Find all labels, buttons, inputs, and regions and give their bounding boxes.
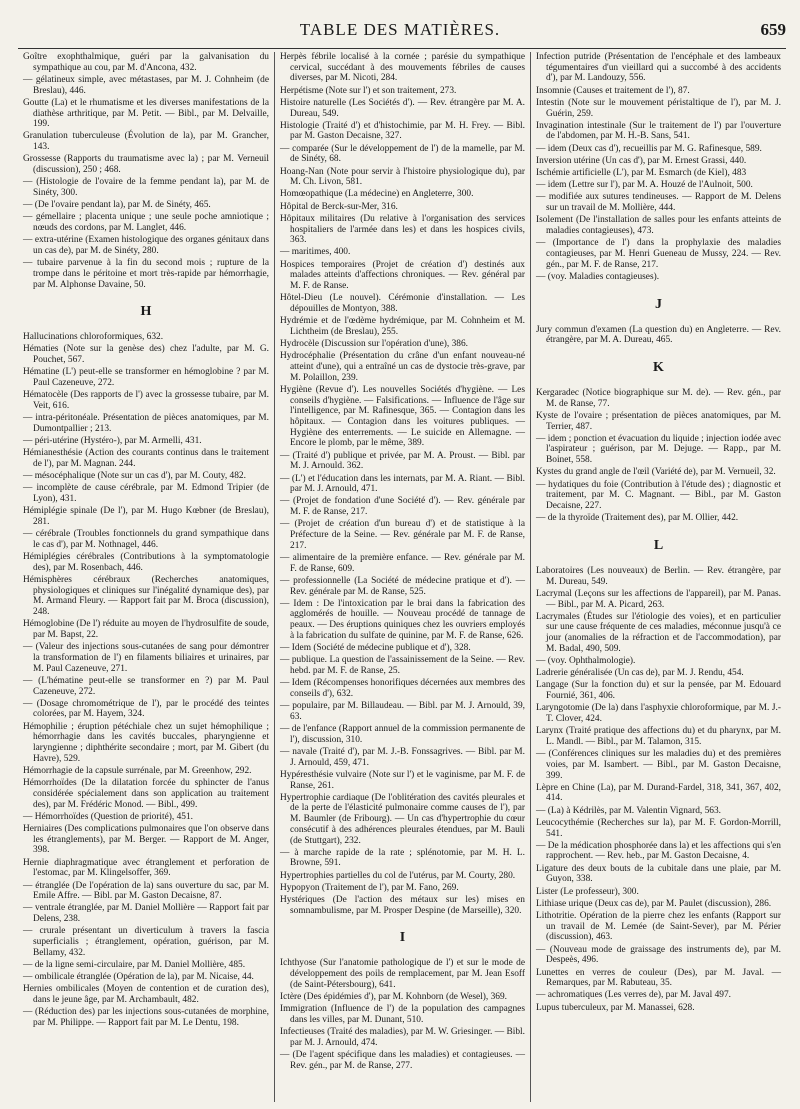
index-entry: Herpétisme (Note sur l') et son traitement, 273. <box>280 85 457 96</box>
index-entry: — (voy. Ophthalmologie). <box>536 656 636 667</box>
index-entry: — intra-péritonéale. Présentation de pièces anatomiques, par M. Dumontpallier ; 213. <box>23 413 269 434</box>
index-entry: Kyste de l'ovaire ; présentation de pièces anatomiques, par M. Terrier, 487. <box>536 410 781 432</box>
index-entry: — péri-utérine (Hystéro-), par M. Armelli, 431. <box>23 436 202 447</box>
index-entry: — de l'enfance (Rapport annuel de la commission permanente de l'), discussion, 310. <box>280 723 525 745</box>
index-entry: Kystes du grand angle de l'œil (Variété de), par M. Vernueil, 32. <box>536 467 776 478</box>
index-entry: — idem (Deux cas d'), recueillis par M. G. Rafinesque, 589. <box>536 143 762 154</box>
index-entry: Goître exophthalmique, guéri par la galvanisation du sympathique au cou, par M. d'Ancona, 432. <box>23 52 269 73</box>
index-entry: — navale (Traité d'), par M. J.-B. Fonssagrives. — Bibl. par M. J. Arnould, 459, 471. <box>280 746 525 768</box>
index-entry: — Idem (Société de médecine publique et d'), 328. <box>280 643 471 654</box>
index-entry: — professionnelle (La Société de médecine pratique et d'). — Rev. générale par M. de Ranse, 525. <box>280 575 525 597</box>
index-entry: Hydrocèle (Discussion sur l'opération d'une), 386. <box>280 339 468 350</box>
index-entry: — De la médication phosphorée dans la) et les affections qui s'en rapprochent. — Rev. heb., par M. Gaston Decaisne, 4. <box>536 840 781 862</box>
index-entry: Hôtel-Dieu (Le nouvel). Cérémonie d'installation. — Les dépouilles de Montyon, 388. <box>280 293 525 314</box>
index-entry: — Idem : De l'intoxication par le brai dans la fabrication des agglomérés de houille. — Nouveau procédé de tannage de peaux. — Des éruptions quiniques chez les ouvriers employés à la fabrication du sulfate de quinine, par M. F. de Ranse, 626. <box>280 598 525 641</box>
index-entry: — (Traité d') publique et privée, par M. A. Proust. — Bibl. par M. J. Arnould. 362. <box>280 450 525 472</box>
index-entry: Ligature des deux bouts de la cubitale dans une plaie, par M. Guyon, 338. <box>536 863 781 885</box>
index-column-3 <box>530 52 786 1102</box>
page-number: 659 <box>760 20 786 39</box>
index-entry: Ichthyose (Sur l'anatomie pathologique de l') et sur le mode de développement des poils de remplacement, par M. Jean Esoff (de Saint-Pétersbourg), 641. <box>280 958 525 990</box>
section-letter: J <box>655 296 662 312</box>
index-entry: — (La) à Kédrilès, par M. Valentin Vignard, 563. <box>536 805 721 816</box>
index-entry: — crurale présentant un diverticulum à travers la fascia superficialis ; étranglement, opération, guérison, par M. Bellamy, 432. <box>23 926 269 958</box>
index-entry: — idem (Lettre sur l'), par M. A. Houzé de l'Aulnoit, 500. <box>536 180 753 191</box>
index-entry: Kergaradec (Notice biographique sur M. de). — Rev. gén., par M. de Ranse, 77. <box>536 387 781 409</box>
index-column-2 <box>274 52 530 1102</box>
index-entry: Herpès fébrile localisé à la cornée ; parésie du sympathique cervical, succédant à des mouvements fébriles de causes diverses, par M. Nicoti, 284. <box>280 52 525 84</box>
index-entry: — (Importance de l') dans la prophylaxie des maladies contagieuses, par M. Henri Gueneau de Mussy, 224. — Rev. gén., par M. F. de Ranse, 217. <box>536 238 781 270</box>
index-entry: — (voy. Maladies contagieuses). <box>536 271 660 282</box>
index-column-1 <box>18 52 274 1102</box>
index-entry: — étranglée (De l'opération de la) sans ouverture du sac, par M. Emile Affre. — Bibl. par M. Gaston Decaisne, 87. <box>23 880 269 902</box>
index-entry: Hydrocéphalie (Présentation du crâne d'un enfant nouveau-né atteint d'une), qui a entraîné un cas de dystocie très-grave, par M. Polaillon, 239. <box>280 351 525 383</box>
index-entry: — (Projet de fondation d'une Société d'). — Rev. générale par M. F. de Ranse, 217. <box>280 496 525 518</box>
index-entry: Laboratoires (Les nouveaux) de Berlin. — Rev. étrangère, par M. Dureau, 549. <box>536 565 781 587</box>
index-entry: Larynx (Traité pratique des affections du) et du pharynx, par M. L. Mandl. — Bibl., par M. Talamon, 315. <box>536 726 781 747</box>
index-entry: — tubaire parvenue à la fin du second mois ; rupture de la trompe dans le péritoine et mort très-rapide par hémorrhagie, par M. Alphonse Davaine, 50. <box>23 258 269 290</box>
index-entry: Hypopyon (Traitement de l'), par M. Fano, 269. <box>280 882 459 893</box>
index-entry: Hémisphères cérébraux (Recherches anatomiques, physiologiques et cliniques sur l'inégalité dynamique des), par M. Armand Fleury. — Rapport fait par M. Broca (discussion), 248. <box>23 575 269 618</box>
index-entry: Herniaires (Des complications pulmonaires que l'on observe dans les étranglements), par M. Berger. — Rapport de M. Anger, 398. <box>23 824 269 856</box>
index-entry: — modifiée aux sutures tendineuses. — Rapport de M. Delens sur un travail de M. Mollière, 444. <box>536 192 781 214</box>
index-entry: — (De l'ovaire pendant la), par M. de Sinéty, 465. <box>23 200 211 211</box>
index-entry: Insomnie (Causes et traitement de l'), 87. <box>536 85 690 96</box>
index-entry: Hypéresthésie vulvaire (Note sur l') et le vaginisme, par M. F. de Ranse, 261. <box>280 769 525 791</box>
index-entry: Langage (Sur la fonction du) et sur la pensée, par M. Edouard Fournié, 361, 406. <box>536 680 781 702</box>
index-entry: — incomplète de cause cérébrale, par M. Edmond Tripier (de Lyon), 431. <box>23 483 269 505</box>
index-entry: — de la thyroïde (Traitement des), par M. Ollier, 442. <box>536 513 739 524</box>
index-entry: — (Valeur des injections sous-cutanées de sang pour démontrer la transformation de l') en filaments biliaires et urinaires, par M. Paul Cazeneuve, 271. <box>23 642 269 674</box>
index-columns <box>18 52 786 1102</box>
index-entry: Hernies ombilicales (Moyen de contention et de curation des), dans le jeune âge, par M. Archambault, 482. <box>23 984 269 1006</box>
index-entry: Ischémie artificielle (L'), par M. Esmarch (de Kiel), 483 <box>536 168 747 179</box>
index-entry: Histologie (Traité d') et d'histochimie, par M. H. Frey. — Bibl. par M. Gaston Decaisne, 327. <box>280 120 525 142</box>
index-entry: Hémiplégies cérébrales (Contributions à la symptomatologie des), par M. Rosenbach, 446. <box>23 552 269 573</box>
index-entry: — gélatineux simple, avec métastases, par M. J. Cohnheim (de Breslau), 446. <box>23 74 269 96</box>
index-entry: Jury commun d'examen (La question du) en Angleterre. — Rev. étrangère, par M. A. Dureau, 465. <box>536 324 781 346</box>
index-entry: Lister (Le professeur), 300. <box>536 886 639 897</box>
index-entry: — populaire, par M. Billaudeau. — Bibl. par M. J. Arnould, 39, 63. <box>280 701 525 722</box>
index-entry: — (Conférences cliniques sur les maladies du) et des premières voies, par M. Isambert. — Bibl., par M. Gaston Decaisne, 399. <box>536 749 781 781</box>
index-entry: Hystériques (De l'action des métaux sur les) mises en somnambulisme, par M. Prosper Despine (de Marseille), 320. <box>280 895 525 916</box>
index-entry: — achromatiques (Les verres de), par M. Javal 497. <box>536 990 731 1001</box>
index-entry: — publique. La question de l'assainissement de la Seine. — Rev. hebd. par M. F. de Ranse, 25. <box>280 655 525 676</box>
header-rule <box>18 48 786 49</box>
index-entry: — idem ; ponction et évacuation du liquide ; injection iodée avec l'aspirateur ; guérison, par M. Dejuge. — Rapp., par M. Boinet, 558. <box>536 433 781 466</box>
index-entry: Ictère (Des épidémies d'), par M. Kohnborn (de Wesel), 369. <box>280 992 507 1003</box>
index-entry: Ladrerie généralisée (Un cas de), par M. J. Rendu, 454. <box>536 668 744 679</box>
index-entry: Histoire naturelle (Les Sociétés d'). — Rev. étrangère par M. A. Dureau, 549. <box>280 97 525 119</box>
index-entry: — hydatiques du foie (Contribution à l'étude des) ; diagnostic et traitement, par M. C. Magnant. — Bibl., par M. Gaston Decaisne, 227. <box>536 479 781 511</box>
index-entry: Hémorrhoïdes (De la dilatation forcée du sphincter de l'anus considérée spécialement dans son application au traitement des), par M. Frédéric Monod. — Bibl., 499. <box>23 778 269 810</box>
index-entry: — extra-utérine (Examen histologique des organes génitaux dans un cas de), par M. de Sinéty, 280. <box>23 235 269 256</box>
index-entry: Hémianesthésie (Action des courants continus dans le traitement de l'), par M. Magnan. 244. <box>23 448 269 469</box>
index-entry: Lacrymal (Leçons sur les affections de l'appareil), par M. Panas. — Bibl., par M. A. Picard, 263. <box>536 588 781 610</box>
index-entry: — Hémorrhoïdes (Question de priorité), 451. <box>23 811 194 822</box>
index-entry: Hémorrhagie de la capsule surrénale, par M. Greenhow, 292. <box>23 765 252 776</box>
index-entry: Lithiase urique (Deux cas de), par M. Paulet (discussion), 286. <box>536 898 772 909</box>
index-entry: Hypertrophie cardiaque (De l'oblitération des cavités pleurales et de la perte de l'élasticité pulmonaire comme causes de l'), par M. Baumler (de Fribourg). — Un cas d'hypertrophie du cœur consécutif à des adhérences pleurales étendues, par M. Bauli (de Stuttgart), 232. <box>280 792 525 846</box>
index-entry: — (Dosage chromométrique de l'), par le procédé des teintes colorées, par M. Hayem, 324. <box>23 698 269 720</box>
index-entry: Immigration (Influence de l') de la population des campagnes dans les villes, par M. Dunant, 510. <box>280 1004 525 1025</box>
index-entry: Hospices temporaires (Projet de création d') destinés aux malades atteints d'affections chroniques. — Rev. général par M. F. de Ranse. <box>280 259 525 292</box>
index-entry: Invagination intestinale (Sur le traitement de l') par l'ouverture de l'abdomen, par M. H.-B. Sans, 541. <box>536 120 781 142</box>
index-entry: Hémiplégie spinale (De l'), par M. Hugo Kœbner (de Breslau), 281. <box>23 506 269 528</box>
index-entry: — de la ligne semi-circulaire, par M. Daniel Mollière, 485. <box>23 959 246 970</box>
index-entry: Infectieuses (Traité des maladies), par M. W. Griesinger. — Bibl. par M. J. Arnould, 474. <box>280 1027 525 1048</box>
index-entry: — (L'hématine peut-elle se transformer en ?) par M. Paul Cazeneuve, 272. <box>23 675 269 697</box>
index-entry: Infection putride (Présentation de l'encéphale et des lambeaux tégumentaires d'un vieillard qui a succombé à des accidents d'), par M. Landouzy, 556. <box>536 52 781 84</box>
index-entry: Lithotritie. Opération de la pierre chez les enfants (Rapport sur un travail de M. Lemée (de Saint-Sever), par M. Périer (discussion), 463. <box>536 911 781 943</box>
index-entry: — Idem (Récompenses honorifiques décernées aux membres des conseils d'), 632. <box>280 678 525 699</box>
section-letter: L <box>653 537 664 553</box>
index-entry: Grossesse (Rapports du traumatisme avec la) ; par M. Verneuil (discussion), 250 ; 468. <box>23 154 269 176</box>
index-entry: Hoang-Nan (Note pour servir à l'histoire physiologique du), par M. Ch. Livon, 581. <box>280 166 525 188</box>
page-header <box>0 0 800 44</box>
section-letter: H <box>140 304 152 320</box>
index-entry: Hypertrophies partielles du col de l'utérus, par M. Courty, 280. <box>280 870 516 881</box>
index-entry: Hallucinations chloroformiques, 632. <box>23 332 164 343</box>
index-entry: Granulation tuberculeuse (Évolution de la), par M. Grancher, 143. <box>23 131 269 153</box>
index-entry: — alimentaire de la première enfance. — Rev. générale par M. F. de Ranse, 609. <box>280 552 525 574</box>
index-entry: Hôpitaux militaires (Du relative à l'organisation des services hospitaliers de l'armée dans les) et dans les hospices civils, 363. <box>280 213 525 246</box>
index-entry: Lacrymales (Études sur l'étiologie des voies), et en particulier sur une cause fréquente de ces maladies, méconnue jusqu'à ce jour (anomalies de la réfraction et de l'accommodation), par M. Badal, 490, 509. <box>536 611 781 654</box>
index-entry: — maritimes, 400. <box>280 247 351 258</box>
index-entry: — (Projet de création d'un bureau d') et de statistique à la Préfecture de la Seine. — Rev. générale par M. F. de Ranse, 217. <box>280 519 525 551</box>
index-entry: — (Nouveau mode de graissage des instruments de), par M. Despeès, 496. <box>536 944 781 966</box>
index-entry: — gémellaire ; placenta unique ; une seule poche amniotique ; nœuds des cordons, par M. Langlet, 446. <box>23 212 269 234</box>
index-entry: Lupus tuberculeux, par M. Manassei, 628. <box>536 1002 695 1013</box>
index-entry: Inversion utérine (Un cas d'), par M. Ernest Grassi, 440. <box>536 155 747 166</box>
index-entry: — ventrale étranglée, par M. Daniel Mollière — Rapport fait par Delens, 238. <box>23 903 269 925</box>
index-entry: Lunettes en verres de couleur (Des), par M. Javal. — Remarques, par M. Rabuteau, 35. <box>536 967 781 989</box>
index-entry: Hématies (Note sur la genèse des) chez l'adulte, par M. G. Pouchet, 567. <box>23 344 269 366</box>
index-entry: Hémoglobine (De l') réduite au moyen de l'hydrosulfite de soude, par M. Bapst, 22. <box>23 619 269 641</box>
index-entry: — mésocéphalique (Note sur un cas d'), par M. Couty, 482. <box>23 471 246 482</box>
index-entry: Goutte (La) et le rhumatisme et les diverses manifestations de la diathèse arthritique, par M. Petit. — Bibl., par M. Delvaille, 199. <box>23 97 269 130</box>
index-entry: — cérébrale (Troubles fonctionnels du grand sympathique dans le cas d'), par M. Nothnagel, 446. <box>23 529 269 550</box>
index-entry: Hernie diaphragmatique avec étranglement et perforation de l'estomac, par M. Klingelsoffer, 369. <box>23 857 269 879</box>
index-entry: — (Histologie de l'ovaire de la femme pendant la), par M. de Sinéty, 300. <box>23 177 269 198</box>
index-entry: — comparée (Sur le développement de l') de la mamelle, par M. de Sinéty, 68. <box>280 143 525 165</box>
index-entry: Hématocèle (Des rapports de l') avec la grossesse tubaire, par M. Veit, 616. <box>23 390 269 411</box>
index-entry: Hydrémie et de l'œdème hydrémique, par M. Cohnheim et M. Lichtheim (de Breslau), 255. <box>280 316 525 337</box>
index-entry: Isolement (De l'installation de salles pour les enfants atteints de maladies contagieuses), 473. <box>536 215 781 237</box>
index-entry: Leucocythémie (Recherches sur la), par M. F. Gordon-Morrill, 541. <box>536 817 781 839</box>
index-entry: Hygiène (Revue d'). Les nouvelles Sociétés d'hygiène. — Les conseils d'hygiène. — Falsifications. — Influence de l'âge sur l'intelligence, par M. Rafinesque, 365. — Contagion dans les hôpitaux. — Contagion dans les voitures publiques. — Hygiène des enterrements. — Le suicide en Allemagne. — Encore le plomb, par le même, 389. <box>280 384 525 449</box>
index-entry: Hémophilie ; éruption pétéchiale chez un sujet hémophilique ; hémorrhagie dans les cavités buccales, pharyngienne et laryngienne ; diphthérite secondaire ; mort, par M. Gibert (du Havre), 529. <box>23 721 269 764</box>
index-entry: — à marche rapide de la rate ; splénotomie, par M. H. L. Browne, 591. <box>280 847 525 869</box>
index-entry: Hôpital de Berck-sur-Mer, 316. <box>280 201 398 212</box>
section-letter: I <box>399 930 406 946</box>
index-entry: Laryngotomie (De la) dans l'asphyxie chloroformique, par M. J.-T. Clover, 424. <box>536 703 781 725</box>
page-title: TABLE DES MATIÈRES. <box>299 20 501 39</box>
section-letter: K <box>653 359 664 375</box>
index-entry: Lèpre en Chine (La), par M. Durand-Fardel, 318, 341, 367, 402, 414. <box>536 782 781 804</box>
index-entry: Hématine (L') peut-elle se transformer en hémoglobine ? par M. Paul Cazeneuve, 272. <box>23 367 269 389</box>
index-entry: Homœopathique (La médecine) en Angleterre, 300. <box>280 189 474 200</box>
index-entry: — (De l'agent spécifique dans les maladies) et contagieuses. — Rev. gén., par M. de Ranse, 277. <box>280 1050 525 1071</box>
index-entry: — (Réduction des) par les injections sous-cutanées de morphine, par M. Philippe. — Rapport fait par M. Le Dentu, 198. <box>23 1007 269 1028</box>
index-entry: Intestin (Note sur le mouvement péristaltique de l'), par M. J. Guérin, 259. <box>536 97 781 119</box>
index-entry: — ombilicale étranglée (Opération de la), par M. Nicaise, 44. <box>23 972 254 983</box>
index-entry: — (L') et l'éducation dans les internats, par M. A. Riant. — Bibl. par M. J. Arnould, 471. <box>280 473 525 495</box>
